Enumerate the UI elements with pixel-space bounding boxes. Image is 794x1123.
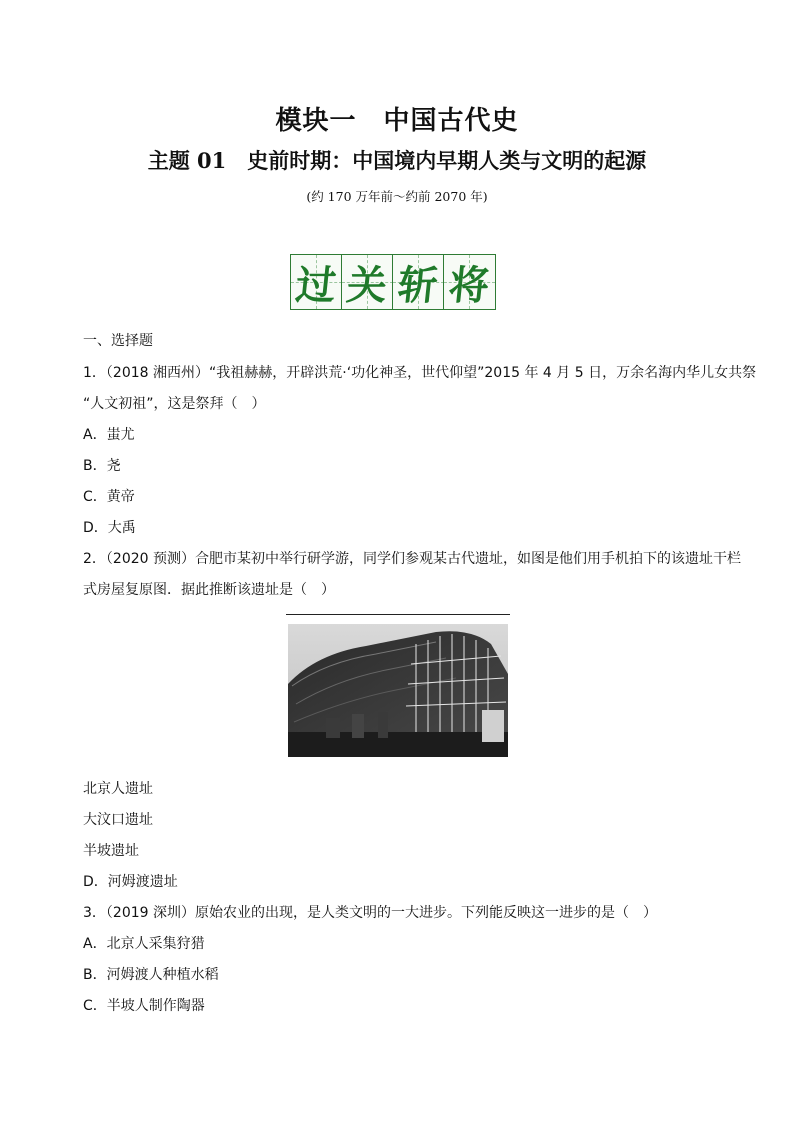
banner-cell [290,254,343,310]
guo-guan-zhan-jiang-banner [290,254,500,310]
module-title: 模块一 中国古代史 [275,106,519,136]
question-2-option-a: 北京人遗址 [83,781,153,797]
question-1-option-c: C．黄帝 [83,489,135,505]
banner-cell [341,254,394,310]
banner-char: 斩 [395,261,441,309]
section-heading: 一、选择题 [83,333,153,349]
banner-char: 关 [344,261,390,309]
banner-cell [392,254,445,310]
question-1-option-b: B．尧 [83,458,121,474]
question-2-option-d: D．河姆渡遗址 [83,874,178,890]
question-1-option-d: D．大禹 [83,520,136,536]
question-3-option-c: C．半坡人制作陶器 [83,998,205,1014]
question-2-stem-line-1: 2．（2020 预测）合肥市某初中举行研学游，同学们参观某古代遗址，如图是他们用手机拍下的该遗址干栏 [83,551,741,567]
question-2-option-c: 半坡遗址 [83,843,139,859]
question-2-option-b: 大汶口遗址 [83,812,153,828]
question-3-option-b: B．河姆渡人种植水稻 [83,967,219,983]
question-3-stem: 3．（2019 深圳）原始农业的出现，是人类文明的一大进步。下列能反映这一进步的是（ ） [83,905,657,921]
period-subtitle: (约 170 万年前～约前 2070 年) [306,189,488,204]
banner-cell [443,254,496,310]
banner-char: 过 [293,261,339,309]
topic-title: 主题 01 史前时期：中国境内早期人类与文明的起源 [147,148,647,173]
question-3-option-a: A．北京人采集狩猎 [83,936,205,952]
banner-char: 将 [446,261,492,309]
question-1-option-a: A．蚩尤 [83,427,135,443]
stilt-house-photo [286,614,510,759]
question-1-stem-line-2: “人文初祖”，这是祭拜（ ） [83,396,266,412]
question-2-stem-line-2: 式房屋复原图．据此推断该遗址是（ ） [83,582,335,598]
question-1-stem-line-1: 1．（2018 湘西州）“我祖赫赫，开辟洪荒·‘功化神圣，世代仰望”2015 年 4 月 5 日，万余名海内华儿女共祭 [83,365,757,381]
